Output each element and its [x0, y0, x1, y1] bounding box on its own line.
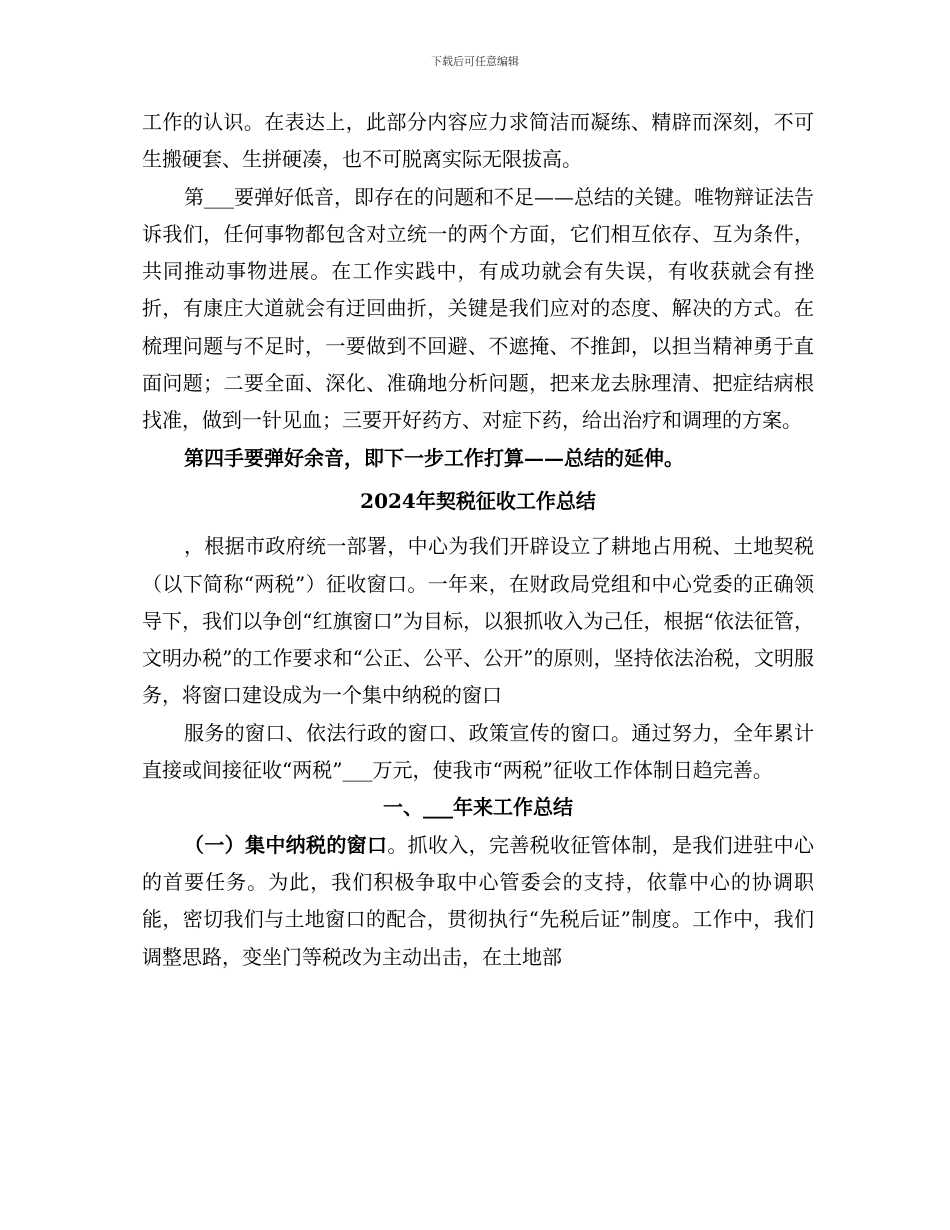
paragraph-tax-window [142, 827, 814, 976]
page-header: 下载后可任意编辑 [431, 55, 519, 68]
paragraph-low-tone: 第___要弹好低音，即存在的问题和不足——总结的关键。唯物辩证法告诉我们，任何事物都包含对立统一的两个方面，它们相互依存、互为条件，共同推动事物进展。在工作实践中，有成功就会有失误，有收获就会有挫折，有康庄大道就会有迂回曲折，关键是我们应对的态度、解决的方式。在梳理问题与不足时，一要做到不回避、不遮掩、不推卸，以担当精神勇于直面问题；二要全面、深化、准确地分析问题，把来龙去脉理清、把症结病根找准，做到一针见血；三要开好药方、对症下药，给出治疗和调理的方案。 [142, 184, 814, 433]
paragraph-next-step: 第四手要弹好余音，即下一步工作打算——总结的延伸。 [184, 445, 684, 470]
paragraph-background: ，根据市政府统一部署，中心为我们开辟设立了耕地占用税、土地契税（以下简称“两税”）征收窗口。一年来，在财政局党组和中心党委的正确领导下，我们以争创“红旗窗口”为目标，以狠抓收入为己任，根据“依法征管，文明办税”的工作要求和“公正、公平、公开”的原则，坚持依法治税，文明服务，将窗口建设成为一个集中纳税的窗口 [142, 534, 814, 708]
section-heading: 一、___年来工作总结 [383, 795, 573, 820]
document-title: 2024年契税征收工作总结 [360, 488, 596, 513]
paragraph-achievement: 服务的窗口、依法行政的窗口、政策宣传的窗口。通过努力，全年累计直接或间接征收“两税”___万元，使我市“两税”征收工作体制日趋完善。 [142, 720, 814, 783]
document-body [142, 104, 814, 976]
paragraph-intro: 工作的认识。在表达上，此部分内容应力求简洁而凝练、精辟而深刻，不可生搬硬套、生拼硬凑，也不可脱离实际无限拔高。 [142, 110, 814, 172]
subsection-text: 。抓收入，完善税收征管体制，是我们进驻中心的首要任务。为此，我们积极争取中心管委会的支持，依靠中心的协调职能，密切我们与土地窗口的配合，贯彻执行“先税后证”制度。工作中，我们调整思路，变坐门等税改为主动出击，在土地部 [142, 832, 815, 969]
subsection-heading: （一）集中纳税的窗口 [184, 832, 388, 857]
